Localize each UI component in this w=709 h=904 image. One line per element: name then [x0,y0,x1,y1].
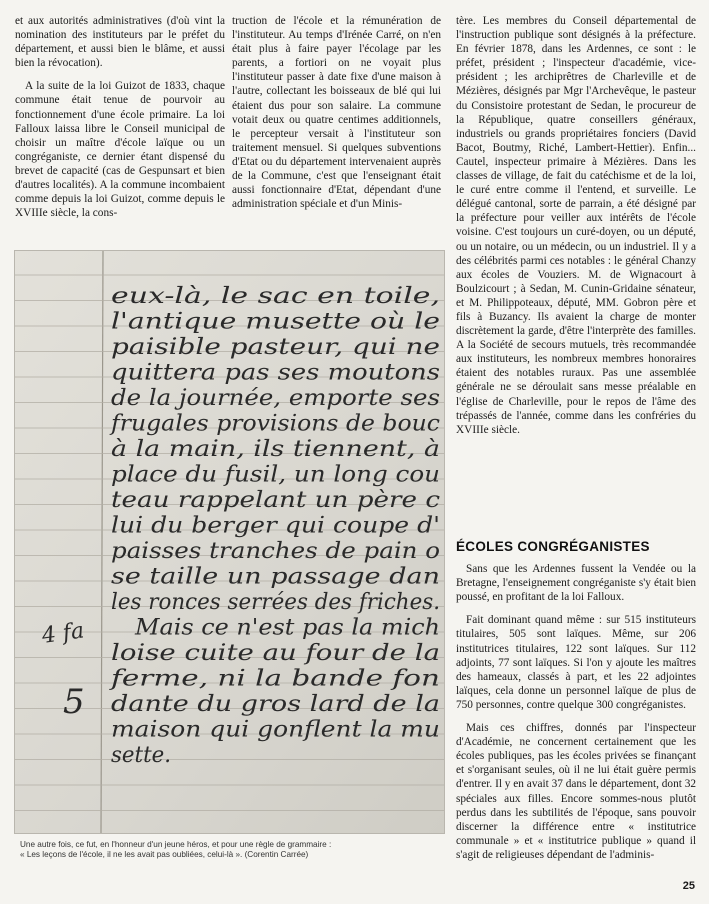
handwritten-line: place du fusil, un long cou [111,462,440,488]
text-column-2 [232,14,441,211]
handwritten-line: eux-là, le sac en toile, [111,284,440,309]
paragraph: Sans que les Ardennes fussent la Vendée ou la Bretagne, l'enseignement congréganiste s'y était bien poussé, en profitant de la loi Falloux. [456,563,696,604]
paragraph: Fait dominant quand même : sur 515 instituteurs titulaires, 505 sont laïques. Même, sur 206 institutrices titulaires, 122 sont laïques. Sur 112 adjoints, 77 sont laïques. Si l'on y ajoute les maîtres des hameaux, classés à part, et les 22 adjointes laïques, cela donne un personnel laïque de plus de 750 personnes, contre quelque 300 congréganistes. [456,614,696,711]
handwritten-line: Mais ce n'est pas la mich [133,615,440,641]
handwritten-line: loise cuite au four de la [111,641,440,666]
handwritten-line: les ronces serrées des friches. [111,590,440,615]
section-heading: ÉCOLES CONGRÉGANISTES [456,539,650,554]
handwritten-line: à la main, ils tiennent, à [111,437,440,462]
handwritten-line: quittera pas ses moutons [111,360,440,386]
handwritten-line: lui du berger qui coupe d' [111,513,440,539]
caption-line: « Les leçons de l'école, il ne les avait pas oubliées, celui-là ». (Corentin Carrée) [20,850,309,859]
paragraph: A la suite de la loi Guizot de 1833, chaque commune était tenue de pourvoir au fonctionnement d'une école primaire. La loi Falloux laissa libre le Conseil municipal de choisir un maître d'école laïque ou un congréganiste, ce dernier étant dispensé du brevet de capacité (cas de Gespunsart et bien d'autres localités). A la commune incombaient comme depuis la loi Guizot, comme depuis le XVIIIe siècle, la cons- [15,80,225,220]
handwritten-line: maison qui gonflent la mu [111,717,440,743]
margin-number: 5 [63,682,85,722]
caption-line: Une autre fois, ce fut, en l'honneur d'un jeune héros, et pour une règle de grammaire : [20,840,332,849]
text-column-1 [15,14,225,220]
handwritten-line: de la journée, emporte ses [111,386,440,411]
handwritten-line: frugales provisions de bouc [108,411,441,437]
paragraph: et aux autorités administratives (d'où vint la nomination des instituteurs par le préfet du département, et aussi bien le blâme, et aussi bien la révocation). [15,15,225,70]
paragraph: truction de l'école et la rémunération de l'instituteur. Au temps d'Irénée Carré, on n'en était plus à faire payer l'écolage par les parents, a fortiori on ne voyait plus l'instituteur passer à date fixe d'une maison à l'autre, collectant les boisseaux de blé qui lui étaient dus pour son salaire. La commune votait deux ou quatre centimes additionnels, le percepteur versait à l'instituteur son traitement mensuel. Si quelques subventions d'Etat ou du département intervenaient auprès de la Commune, c'est que l'enseignant était aussi fonctionnaire d'Etat, dépendant d'une administration spéciale et d'un Minis- [232,15,441,211]
margin-note: 4 fa [40,618,86,649]
text-column-3-continued [456,540,696,862]
handwritten-page-photo [14,250,445,834]
handwritten-line: paisible pasteur, qui ne [111,335,440,360]
handwritten-line: sette. [111,743,171,768]
handwritten-line: paisses tranches de pain o [111,539,440,564]
paragraph: tère. Les membres du Conseil départemental de l'instruction publique sont désignés à la préfecture. En février 1878, dans les Ardennes, ce sont : le préfet, président ; l'inspecteur d'académie, vice-président ; les archiprêtres de Charleville et de Mézières, désignés par Mgr l'Archevêque, le pasteur du Consistoire protestant de Sedan, le procureur de la République, quatre conseillers généraux, industriels ou grands propriétaires fonciers (David Bacot, Boutmy, Riché, Lambert-Hettier). Enfin... Cautel, inspecteur primaire à Mézières. Dans les classes de village, de fait du catéchisme et de la loi, le curé entre comme il l'entend, et surveille. Le délégué cantonal, sorte de parrain, a été désigné par la préfecture pour veiller aux intérêts de l'école voisine. C'est toujours un curé-doyen, ou un député, ou un notaire, ou un médecin, ou un industriel. Il y a des célébrités parmi ces notables : le général Chanzy aux écoles de Vouziers. M. de Wignacourt à Boulzicourt ; à Sedan, M. Cunin-Gridaine sénateur, et M. Philippoteaux, député, MM. Gobron père et fils à Buzancy. Ils avaient la charge de monter discrètement la garde, d'être l'interprète des familles. A la Société de secours mutuels, très recommandée aux instituteurs, les nombreux membres honoraires étaient des notables ruraux. Pas une assemblée générale ne se déroulait sans messe préalable en l'église de Charleville, pour le repos de l'âme des trépassés de l'année, comme dans les confréries du XVIIIe siècle. [456,15,696,436]
handwritten-line: teau rappelant un père c [111,488,440,513]
paragraph: Mais ces chiffres, donnés par l'inspecteur d'Académie, ne concernent certainement que les écoles publiques, pas les écoles privées se finançant et s'organisant seules, où il ne lui était guère permis d'entrer. Il y en avait 37 dans le département, dont 32 spéciales aux filles. Encore sommes-nous plutôt perdus dans les subtilités de l'époque, sans pouvoir discerner la différence entre « institutrice communale » et « institutrice publique » quand il s'agit de religieuses dépendant de l'adminis- [456,722,696,861]
handwritten-line: se taille un passage dan [111,564,440,590]
photo-caption [20,840,440,860]
page-number: 25 [682,880,695,892]
handwritten-line: ferme, ni la bande fon [108,666,441,692]
handwriting-image [15,251,444,833]
text-column-3 [456,14,696,437]
handwritten-line: dante du gros lard de la [111,692,440,717]
handwritten-line: l'antique musette où le [111,309,440,335]
